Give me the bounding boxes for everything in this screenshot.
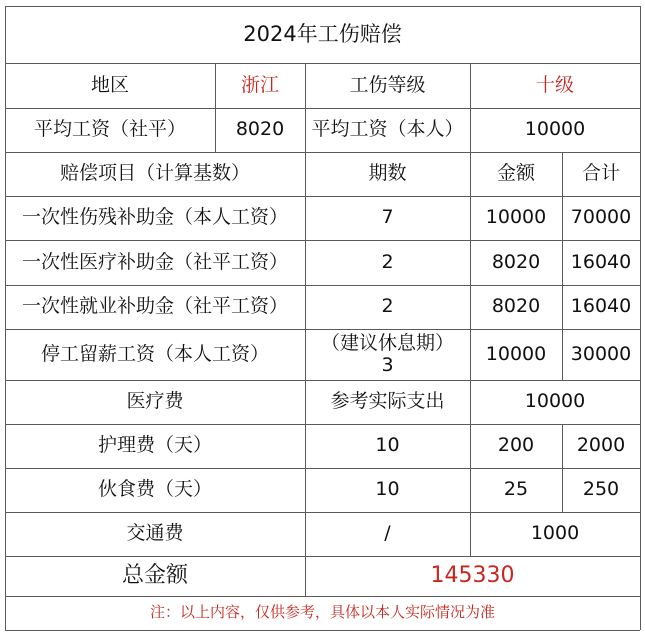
region-label: 地区 bbox=[90, 73, 129, 96]
disclaimer-note: 注：以上内容，仅供参考，具体以本人实际情况为准 bbox=[149, 603, 495, 622]
medical-amount: 10000 bbox=[524, 390, 586, 413]
table-row-amount: 10000 bbox=[485, 342, 547, 365]
transport-label: 交通费 bbox=[126, 522, 184, 545]
table-row-item: 停工留薪工资（本人工资） bbox=[40, 342, 269, 365]
header-amount: 金额 bbox=[496, 162, 535, 185]
transport-periods: / bbox=[384, 522, 391, 545]
table-row-subtotal: 70000 bbox=[570, 206, 632, 229]
table-row-periods: 2 bbox=[381, 250, 394, 273]
table-row-periods: 3 bbox=[381, 353, 394, 376]
table-row-periods-cell bbox=[305, 329, 470, 380]
total-value: 145330 bbox=[430, 563, 515, 589]
social-avg-wage-label: 平均工资（社平） bbox=[33, 118, 186, 141]
table-row-item: 一次性就业补助金（社平工资） bbox=[21, 295, 288, 318]
social-avg-wage-value: 8020 bbox=[235, 118, 285, 141]
meal-label: 伙食费（天） bbox=[97, 478, 212, 501]
meal-periods: 10 bbox=[375, 478, 400, 501]
nursing-amount: 200 bbox=[497, 434, 535, 457]
grade-label: 工伤等级 bbox=[349, 73, 426, 96]
table-row-subtotal: 30000 bbox=[570, 342, 632, 365]
table-row-amount: 10000 bbox=[485, 206, 547, 229]
meal-amount: 25 bbox=[503, 478, 529, 501]
grid-line bbox=[640, 6, 641, 630]
table-title: 2024年工伤赔偿 bbox=[243, 22, 402, 47]
meal-subtotal: 250 bbox=[582, 478, 620, 501]
grade-value: 十级 bbox=[535, 73, 574, 96]
table-row-periods: 2 bbox=[381, 295, 394, 318]
header-periods: 期数 bbox=[368, 162, 407, 185]
nursing-label: 护理费（天） bbox=[97, 434, 212, 457]
header-item: 赔偿项目（计算基数） bbox=[59, 162, 250, 185]
region-value: 浙江 bbox=[240, 73, 279, 96]
transport-amount: 1000 bbox=[530, 522, 580, 545]
personal-avg-wage-label: 平均工资（本人） bbox=[311, 118, 464, 141]
nursing-periods: 10 bbox=[375, 434, 400, 457]
table-row-subtotal: 16040 bbox=[570, 295, 632, 318]
table-row-item: 一次性医疗补助金（社平工资） bbox=[21, 250, 288, 273]
table-row-periods: 7 bbox=[381, 206, 394, 229]
header-subtotal: 合计 bbox=[581, 162, 620, 185]
table-row-amount: 8020 bbox=[491, 295, 541, 318]
total-label: 总金额 bbox=[121, 563, 188, 589]
medical-basis: 参考实际支出 bbox=[330, 390, 445, 413]
table-row-item: 一次性伤残补助金（本人工资） bbox=[21, 206, 288, 229]
periods-note: （建议休息期） bbox=[320, 331, 454, 354]
table-row-subtotal: 16040 bbox=[570, 250, 632, 273]
table-row-amount: 8020 bbox=[491, 250, 541, 273]
medical-label: 医疗费 bbox=[126, 390, 184, 413]
personal-avg-wage-value: 10000 bbox=[524, 118, 586, 141]
grid-line bbox=[5, 630, 640, 631]
nursing-subtotal: 2000 bbox=[576, 434, 626, 457]
